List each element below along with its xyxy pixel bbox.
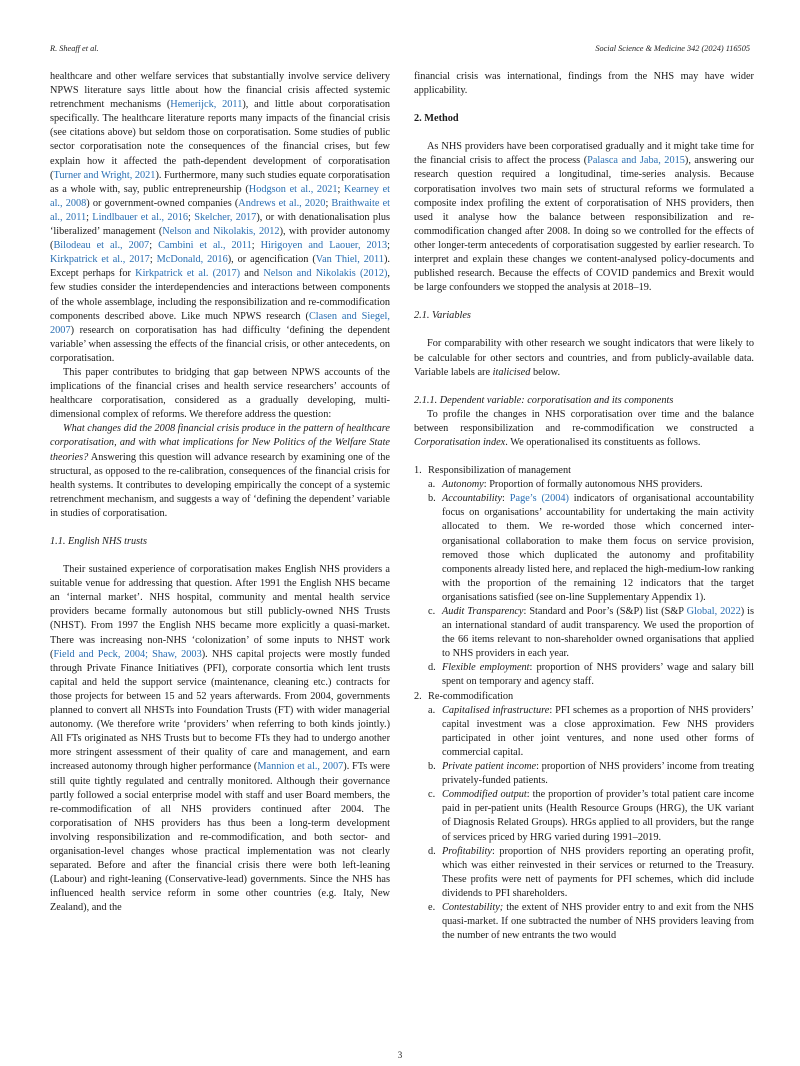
text-run: : proportion of NHS providers reporting an operating profit, which was either reinvested in their services or returned to the Treasury. These profits were nett of payments for PFI schemes, which did include dividends to PFI shareholders. [442, 845, 754, 899]
variables-text: For comparability with other research we sought indicators that were likely to be calculable for other sectors and countries, and from publicly-available data. Variable labels are [414, 338, 754, 378]
sub-list-marker: a. [428, 479, 436, 491]
citation-link[interactable]: McDonald, 2016 [156, 254, 228, 266]
citation-link[interactable]: Andrews et al., 2020 [238, 197, 326, 209]
text-run: : proportion of NHS providers’ wage and salary bill spent on temporary and agency staff. [442, 662, 754, 688]
left-column [50, 70, 390, 915]
index-text-end: . We operationalised its constituents as follows. [505, 436, 701, 448]
running-header-authors: R. Sheaff et al. [50, 44, 99, 53]
index-text: To profile the changes in NHS corporatisation over time and the balance between responsibilization and re-commodification we constructed a [414, 408, 754, 434]
sub-list-item [414, 704, 754, 760]
text-run: healthcare and other welfare services that substantially involve service delivery NPWS literature says little about how the financial crisis affected systemic retrenchment mechanisms ( [50, 71, 390, 111]
text-run: ), with provider autonomy ( [50, 226, 390, 252]
sub-list-body [442, 760, 754, 788]
text-run: : [502, 493, 510, 505]
text-run: ). Furthermore, many such studies equate corporatisation as a whole with, say, public entrepreneurship ( [50, 169, 390, 195]
sub-list-marker: d. [428, 845, 436, 857]
italic-term: Accountability [442, 493, 503, 505]
sub-list-body [442, 788, 754, 844]
citation-link[interactable]: Mannion et al., 2007 [257, 761, 344, 773]
text-run: ; [387, 240, 390, 252]
sub-list-body [442, 492, 754, 605]
sub-list-body [442, 661, 754, 689]
text-run: ). FTs were still quite tightly regulated and centrally monitored. Although their governance partly followed a social enterprise model with staff and user Board members, the re-commodification of all NHS providers continued after 2004. The corporatisation of NHS providers has thus been a long-term development involving responsibilization and re-commodification, and both sector- and organisation-level changes whose practical implementation was not clearly separated. Before and after the financial crisis there were both left-leaning (Labour) and right-leaning (Conservative-lead) governments. Since the NHS has influenced health service reform in some other countries (e.g. Italy, New Zealand), and the [50, 761, 391, 914]
text-run: the extent of NHS provider entry to and exit from the NHS quasi-market. If one subtracted the number of NHS providers leaving from the number of new entrants the two would [442, 901, 754, 942]
paragraph-research-question [50, 422, 390, 521]
text-run: ), answering our research question required a longitudinal, time-series analysis. Because corporatisation involves two main sets of structural reforms we formulated a composite index profiling the extent of corporatisation of NHS providers, then used it analyse how the balance between responsibilization and re-commodification changed after 2008. In doing so we controlled for the effects of other longer-term antecedents of corporatisation suggested by earlier research. To interpret and explain these changes we content-analysed policy-documents and published research. Because the effects of COVID pandemics and Brexit would be large confounders we stopped the analysis at 2018–19. [414, 155, 754, 294]
citation-link[interactable]: Kirkpatrick et al. (2017) [135, 268, 241, 280]
italic-term: Contestability; [442, 901, 504, 913]
text-run: : Standard and Poor’s (S&P) list (S&P [523, 606, 687, 617]
citation-link[interactable]: Cambini et al., 2011 [158, 240, 252, 252]
italic-term: Profitability [442, 845, 492, 857]
sub-list-item [414, 605, 754, 661]
index-italic: Corporatisation index [414, 436, 506, 448]
citation-link[interactable]: Turner and Wright, 2021 [53, 169, 156, 181]
text-run: and [240, 268, 264, 280]
citation-link[interactable]: Van Thiel, 2011 [315, 254, 384, 266]
sub-list-marker: c. [428, 789, 436, 801]
citation-link[interactable]: Kirkpatrick et al., 2017 [50, 254, 150, 266]
sub-list-marker: d. [428, 662, 436, 674]
sub-list-item [414, 760, 754, 788]
text-run: ; [149, 254, 157, 266]
citation-link[interactable]: Hemerijck, 2011 [170, 99, 243, 111]
paragraph-method [414, 140, 754, 295]
citation-link[interactable]: Lindlbauer et al., 2016 [92, 211, 189, 223]
paragraph-contribution: This paper contributes to bridging that gap between NPWS accounts of the implications of the financial crises and health service researchers’ accounts of healthcare corporatisation, considered as a gradually developing, multi-dimensional complex of reforms. We therefore address the question: [50, 366, 390, 421]
research-question-followup: Answering this question will advance research by examining one of the structural, as opposed to the re-calibration, consequences of the financial crisis for health systems. It contributes to developing empirically the concept of a systemic retrenchment mechanism, and suggests a way of ‘defining the dependent’ variable in studies of corporatisation. [50, 451, 390, 519]
text-run: : proportion of NHS providers’ income from treating privately-funded patients. [442, 761, 754, 787]
citation-link[interactable]: Field and Peck, 2004; Shaw, 2003 [53, 648, 202, 660]
sub-list-marker: c. [428, 606, 436, 617]
list-number: 2. [414, 690, 422, 702]
list-item [414, 464, 754, 478]
list-item-title: Re-commodification [428, 690, 514, 702]
sub-list-marker: e. [428, 901, 436, 913]
sub-list-body [442, 845, 754, 901]
text-run: ) research on corporatisation has had difficulty ‘defining the dependent variable’ when assessing the effects of the financial crisis, or other antecedents, on corporatisation. [50, 324, 390, 364]
text-run: Their sustained experience of corporatisation makes English NHS providers a suitable venue for addressing that question. After 1991 the English NHS became an ‘internal market’. NHS hospital, community and mental health service providers became formally autonomous but still publicly-owned NHS Trusts (NHST). From 1997 the English NHS became more explicitly a quasi-market. There was increasing non-NHS ‘colonization’ of some inputs to NHST work ( [50, 564, 390, 660]
citation-link[interactable]: Palasca and Jaba, 2015 [587, 155, 685, 167]
right-column [414, 70, 754, 943]
text-run: ; [251, 240, 261, 252]
research-question: What changes did the 2008 financial crisis produce in the pattern of healthcare corporatisation, and with what implications for New Politics of the Welfare State theories? [50, 423, 390, 463]
italic-term: Autonomy [442, 479, 484, 491]
text-run: ) is an international standard of audit transparency. We used the proportion of the 66 items relevant to non-shareholder owned organisations that applied to NHS providers in each year. [442, 606, 754, 660]
sub-list-item [414, 661, 754, 689]
sub-list-item [414, 492, 754, 605]
page-number: 3 [397, 1050, 403, 1060]
text-run: : the proportion of provider’s total patient care income paid in per-patient units (Health Resource Groups (HRG), the UK variant of Diagnosis Related Groups). HRGs applied to all providers, but the range of services priced by HRG varied during 1991–2019. [442, 789, 754, 843]
italic-term: Private patient income [442, 761, 537, 773]
text-run: indicators of organisational accountability focus on organisations’ accountability for undertaking the main activity allocated to them. We re-worded those which concerned inter-organisational collaboration to make them focus on service provision, removed those which duplicated the autonomy and profitability components already listed here, and replaced the high-medium-low ranking with the proportion of the remaining 12 indicators that the target organisations satisfied (see on-line Supplementary Appendix 1). [442, 493, 754, 603]
sub-list-body [442, 605, 754, 661]
text-run: ). Except perhaps for [50, 254, 390, 280]
italic-term: Capitalised infrastructure [442, 704, 550, 716]
italic-term: Audit Transparency [442, 606, 524, 617]
paragraph-continuation: financial crisis was international, findings from the NHS may have wider applicability. [414, 71, 754, 97]
paragraph-literature [50, 70, 390, 366]
citation-link[interactable]: Clasen and Siegel, 2007 [50, 310, 390, 336]
sub-list-body [442, 704, 754, 760]
sub-list-body [442, 901, 754, 943]
list-item [414, 690, 754, 704]
italic-term: Commodified output [442, 789, 527, 801]
text-run: ; [337, 183, 345, 195]
paragraph-dependent-variable [414, 408, 754, 450]
citation-link[interactable]: Kearney et al., 2008 [50, 183, 391, 209]
text-run: ; [188, 211, 195, 223]
sub-list-item [414, 901, 754, 943]
text-run: ), or with denationalisation plus ‘liberalized’ management ( [50, 211, 390, 238]
sub-list-body [442, 478, 754, 492]
text-run: ), or agencification ( [227, 254, 316, 266]
subsection-heading-variables: 2.1. Variables [414, 310, 471, 322]
text-run: ). NHS capital projects were mostly funded through Private Finance Initiatives (PFI), corporate consortia which lent trusts capital and held the support service (maintenance, cleaning etc.) contracts for those projects for between 15 and 52 years afterwards. From 2004, governments planned to convert all NHSTs into Foundation Trusts (FT) with wider managerial autonomy. (We therefore write ‘providers’ when referring to both kinds jointly.) All FTs originated as NHS Trusts but to become FTs they had to undergo another more stringent assessment of their quality of care and management, and earn increased autonomy through higher performance ( [50, 648, 390, 773]
citation-link[interactable]: Nelson and Nikolakis, 2012 [162, 226, 280, 238]
section-heading-method: 2. Method [414, 113, 459, 125]
text-run: ), and little about corporatisation specifically. The healthcare literature reports many impacts of the financial crisis (see citations above) but seldom those on corporatisation. Some studies of public sector corporatisation note the consequences of the financial crises, but few explain how it affected the path-dependent development of corporatisation ( [50, 99, 390, 181]
variables-italic: italicised [492, 366, 531, 378]
text-run: : Proportion of formally autonomous NHS providers. [483, 479, 703, 491]
sub-list-marker: a. [428, 704, 436, 716]
text-run: ; [86, 211, 93, 223]
citation-link[interactable]: Global, 2022 [686, 606, 741, 617]
citation-link[interactable]: Hirigoyen and Laouer, 2013 [260, 240, 388, 252]
text-run: ; [325, 197, 332, 209]
citation-link[interactable]: Hodgson et al., 2021 [248, 183, 338, 195]
sub-list-item [414, 845, 754, 901]
text-run: As NHS providers have been corporatised gradually and it might take time for the financial crisis to affect the process ( [414, 141, 754, 167]
text-run: ) or government-owned companies ( [86, 197, 239, 209]
running-header-journal: Social Science & Medicine 342 (2024) 116505 [595, 44, 750, 53]
citation-link[interactable]: Page’s (2004) [509, 493, 569, 505]
citation-link[interactable]: Nelson and Nikolakis (2012) [263, 268, 388, 280]
sub-list-item [414, 788, 754, 844]
list-item-title: Responsibilization of management [428, 465, 571, 477]
text-run: ; [149, 240, 159, 252]
sub-list-marker: b. [428, 493, 436, 505]
components-list [414, 464, 754, 943]
citation-link[interactable]: Skelcher, 2017 [194, 211, 257, 223]
sub-list-marker: b. [428, 761, 436, 773]
variables-text-end: below. [530, 366, 561, 378]
citation-link[interactable]: Braithwaite et al., 2011 [50, 197, 391, 223]
subsubsection-heading-dependent-variable: 2.1.1. Dependent variable: corporatisation and its components [414, 394, 674, 406]
italic-term: Flexible employment [442, 662, 530, 674]
subsection-heading-nhs-trusts: 1.1. English NHS trusts [50, 536, 147, 547]
list-number: 1. [414, 465, 422, 477]
citation-link[interactable]: Bilodeau et al., 2007 [53, 240, 150, 252]
text-run: : PFI schemes as a proportion of NHS providers’ capital investment was a close approximation. Few NHS providers participated in other joint ventures, and none used other forms of commercial capital. [442, 704, 754, 758]
paragraph-variables [414, 337, 754, 379]
sub-list-item [414, 478, 754, 492]
text-run: , few studies consider the interdependencies and interactions between components of the whole assemblage, including the responsibilization and re-commodification components described above. Like much NPWS research ( [50, 268, 390, 322]
paragraph-nhs-trusts [50, 563, 390, 915]
